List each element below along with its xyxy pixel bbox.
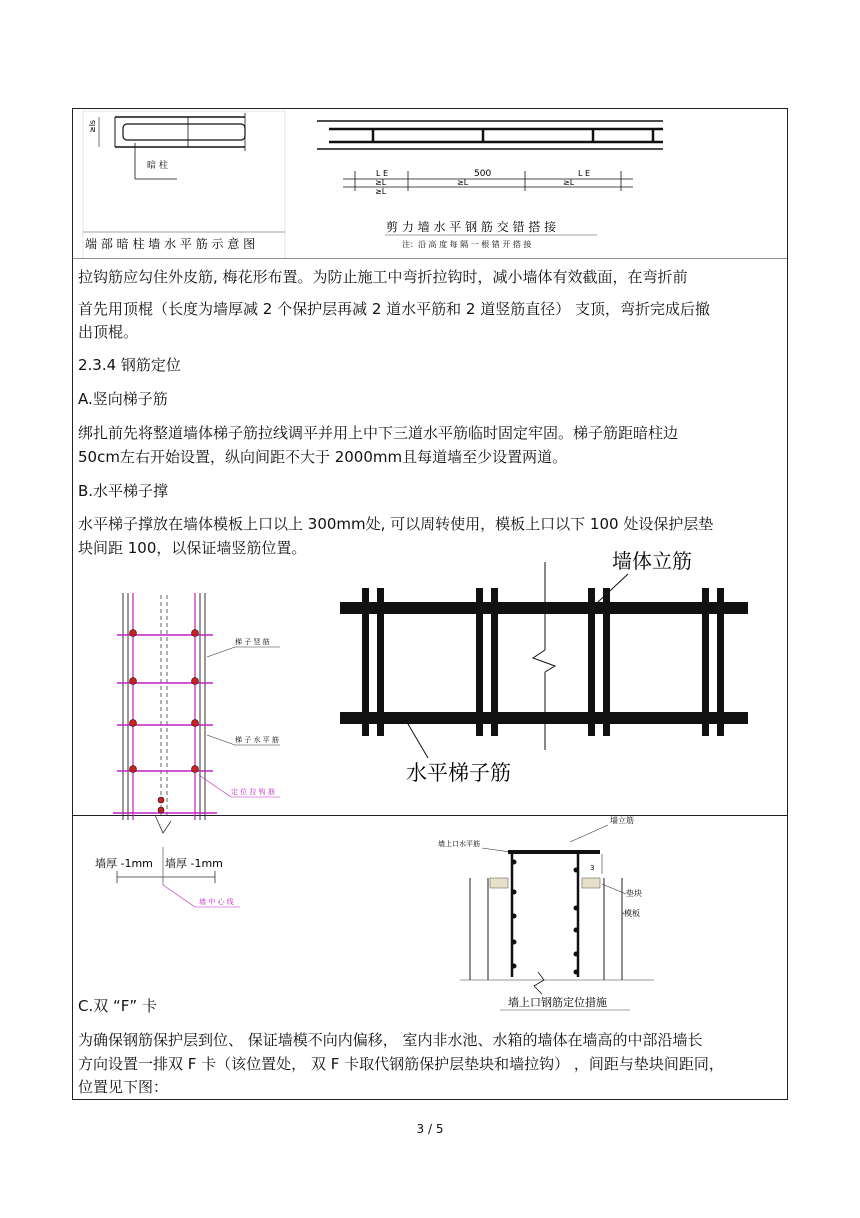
label-hidden-column: 暗 柱 bbox=[147, 161, 168, 171]
label-block: 垫块 bbox=[626, 889, 642, 898]
caption-end-column: 端 部 暗 柱 墙 水 平 筋 示 意 图 bbox=[85, 237, 256, 251]
content-table-cell-continued bbox=[72, 816, 788, 1100]
label-wall-thickness-right: 墙厚 -1mm bbox=[165, 857, 223, 870]
page-number: 3 / 5 bbox=[416, 1122, 444, 1136]
dim-le-right: L E bbox=[578, 169, 591, 178]
paragraph-4-line-1: 为确保钢筋保护层到位、 保证墙模不向内偏移， 室内非水池、水箱的墙体在墙高的中部沿墙长 bbox=[78, 1031, 703, 1049]
dim-gel-3: ≥L bbox=[563, 178, 575, 187]
paragraph-3-line-1: 水平梯子撑放在墙体模板上口以上 300mm处, 可以周转使用，模板上口以下 100 处设保护层垫 bbox=[78, 515, 714, 533]
label-wall-top-horizontal: 墙上口水平筋 bbox=[438, 840, 480, 848]
paragraph-1-line-1: 拉钩筋应勾住外皮筋, 梅花形布置。为防止施工中弯折拉钩时，减小墙体有效截面，在弯折前 bbox=[78, 268, 688, 286]
dim-le-left: L E bbox=[376, 169, 389, 178]
label-positioning-tie: 定 位 拉 钩 筋 bbox=[231, 788, 275, 796]
label-wall-centerline: 墙 中 心 线 bbox=[199, 898, 234, 906]
paragraph-2-line-2: 50cm左右开始设置，纵向间距不大于 2000mm且每道墙至少设置两道。 bbox=[78, 448, 568, 466]
paragraph-1-line-2: 首先用顶棍（长度为墙厚减 2 个保护层再减 2 道水平筋和 2 道竖筋直径） 支顶，弯折完成后撤 bbox=[78, 300, 711, 318]
figure-horizontal-ladder bbox=[330, 540, 760, 790]
paragraph-4-line-3: 位置见下图： bbox=[78, 1078, 169, 1096]
paragraph-4-line-2: 方向设置一排双 F 卡（该位置处， 双 F 卡取代钢筋保护层垫块和墙拉钩） ，间距与垫块间距同， bbox=[78, 1055, 724, 1073]
label-wall-vertical-small: 墙立筋 bbox=[610, 816, 634, 825]
heading-B: B.水平梯子撑 bbox=[78, 482, 169, 500]
heading-2-3-4: 2.3.4 钢筋定位 bbox=[78, 356, 181, 374]
paragraph-2-line-1: 绑扎前先将整道墙体梯子筋拉线调平并用上中下三道水平筋临时固定牢固。梯子筋距暗柱边 bbox=[78, 424, 679, 442]
label-dim-3: 3 bbox=[590, 864, 595, 872]
label-ls: ≥ls bbox=[88, 119, 97, 133]
caption-wall-top-positioning: 墙上口钢筋定位措施 bbox=[508, 996, 607, 1009]
dim-500: 500 bbox=[474, 169, 492, 179]
heading-A: A.竖向梯子筋 bbox=[78, 390, 168, 408]
note-stagger: 注：沿 高 度 每 隔 一 根 错 开 搭 接 bbox=[402, 240, 532, 249]
figure-end-column bbox=[83, 111, 285, 259]
heading-C: C.双 “F” 卡 bbox=[78, 997, 157, 1015]
label-ladder-vertical-bar: 梯 子 竖 筋 bbox=[235, 638, 270, 646]
dim-gel-4: ≥L bbox=[375, 187, 387, 196]
caption-shear-wall-lap: 剪 力 墙 水 平 钢 筋 交 错 搭 接 bbox=[386, 220, 557, 234]
figure-top bbox=[73, 109, 787, 259]
label-horizontal-ladder-bar: 水平梯子筋 bbox=[406, 761, 511, 785]
paragraph-3-line-2: 块间距 100，以保证墙竖筋位置。 bbox=[78, 539, 307, 557]
label-wall-vertical-bar: 墙体立筋 bbox=[612, 549, 692, 573]
figure-shear-wall-lap bbox=[317, 121, 663, 249]
label-wall-thickness-left: 墙厚 -1mm bbox=[95, 857, 153, 870]
dim-gel-2: ≥L bbox=[457, 178, 469, 187]
label-ladder-horizontal-bar: 梯 子 水 平 筋 bbox=[235, 736, 279, 744]
label-formwork: 模板 bbox=[624, 909, 640, 918]
dim-gel-1: ≥L bbox=[375, 178, 387, 187]
paragraph-1-line-3: 出顶棍。 bbox=[78, 323, 139, 341]
